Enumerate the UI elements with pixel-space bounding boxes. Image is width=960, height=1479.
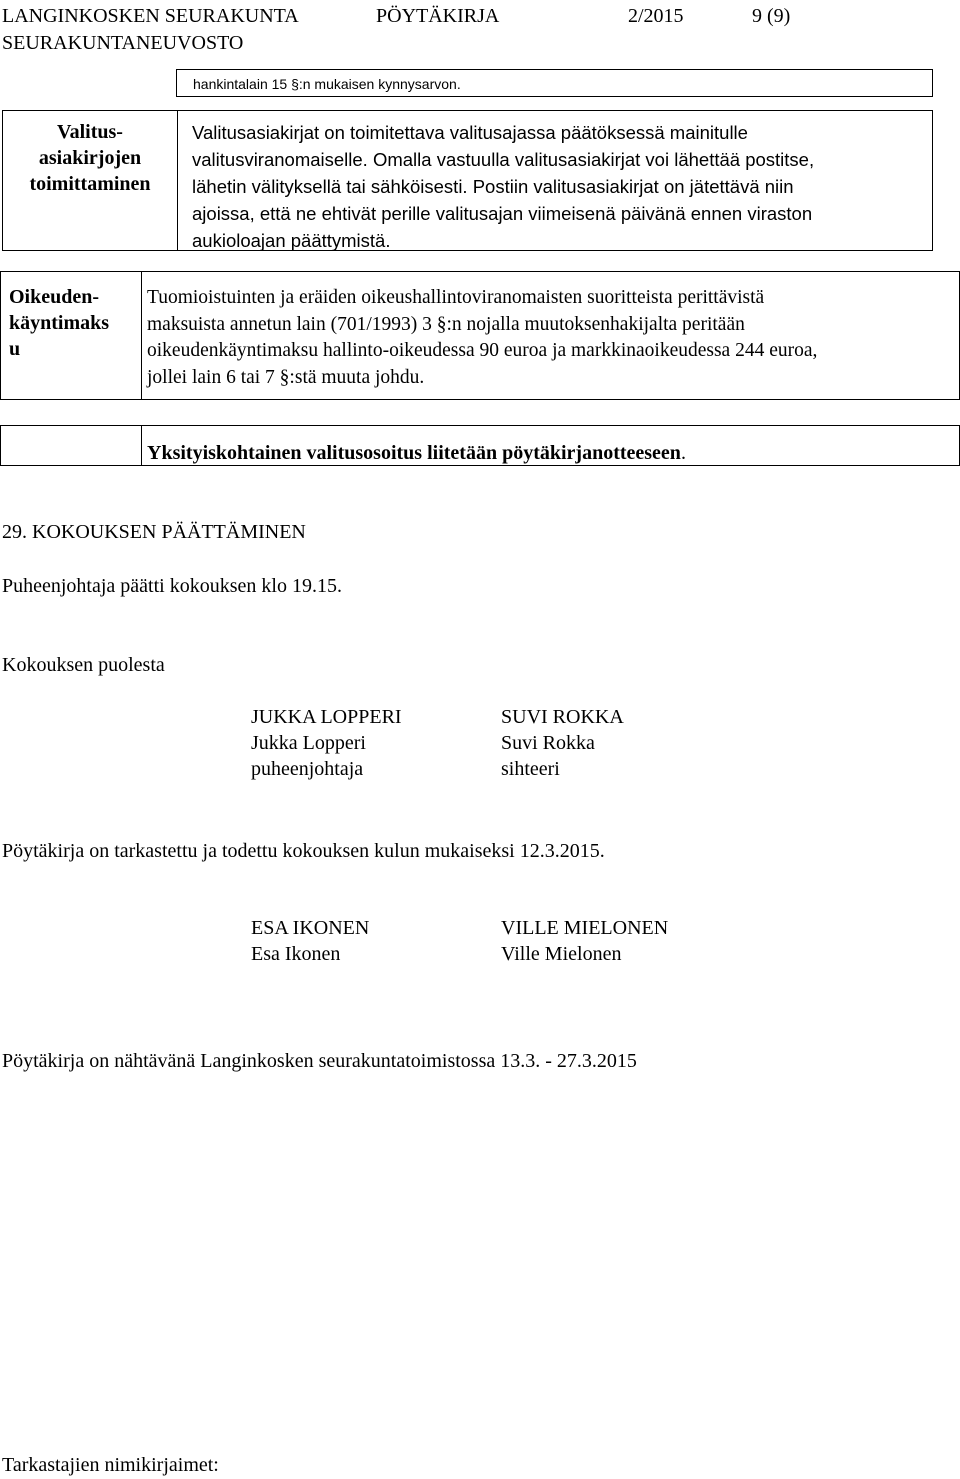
- signer-role: sihteeri: [501, 758, 560, 780]
- checker-block-1: [251, 915, 369, 967]
- signer-name: Suvi Rokka: [501, 732, 595, 754]
- oikeudenkaynti-label-line: Oikeuden-: [9, 286, 100, 308]
- signature-block-chair: [251, 704, 402, 782]
- oikeudenkaynti-label-line: käyntimaks: [9, 312, 110, 334]
- oikeudenkaynti-text: [147, 285, 817, 391]
- valitus-label-line: asiakirjojen: [38, 147, 142, 169]
- display-text: Pöytäkirja on nähtävänä Langinkosken seurakuntatoimistossa 13.3. - 27.3.2015: [2, 1050, 637, 1072]
- oikeudenkaynti-label: [9, 284, 109, 362]
- oikeudenkaynti-section: [0, 271, 960, 400]
- signer-caps: SUVI ROKKA: [501, 706, 624, 728]
- checker-name: Ville Mielonen: [501, 943, 622, 965]
- oikeudenkaynti-text-line: jollei lain 6 tai 7 §:stä muuta johdu.: [147, 366, 425, 388]
- valitus-text-line: lähetin välityksellä tai sähköisesti. Postiin valitusasiakirjat on jätettävä niin: [192, 176, 794, 197]
- valitus-text-line: aukioloajan päättymistä.: [192, 230, 391, 251]
- document-number: 2/2015: [628, 5, 684, 27]
- valitus-label: [3, 119, 177, 197]
- hankinta-note-box: [176, 69, 933, 97]
- checker-caps: ESA IKONEN: [251, 917, 370, 939]
- body-name: SEURAKUNTANEUVOSTO: [2, 32, 244, 54]
- detail-note-period: .: [680, 442, 686, 464]
- hankinta-note: hankintalain 15 §:n mukaisen kynnysarvon.: [193, 76, 461, 92]
- signer-name: Jukka Lopperi: [251, 732, 366, 754]
- valitus-label-line: toimittaminen: [29, 173, 151, 195]
- detail-note: [147, 440, 686, 466]
- signature-block-secretary: [501, 704, 624, 782]
- signer-caps: JUKKA LOPPERI: [251, 706, 402, 728]
- valitus-text: [192, 119, 814, 254]
- valitus-label-line: Valitus-: [57, 121, 123, 143]
- signer-role: puheenjohtaja: [251, 758, 364, 780]
- valitus-text-line: ajoissa, että ne ehtivät perille valitusajan viimeisenä päivänä ennen viraston: [192, 203, 813, 224]
- oikeudenkaynti-text-line: maksuista annetun lain (701/1993) 3 §:n nojalla muutoksenhakijalta peritään: [147, 313, 745, 335]
- checker-block-2: [501, 915, 668, 967]
- detail-note-left-cell: [1, 426, 142, 465]
- closing-text: Puheenjohtaja päätti kokouksen klo 19.15.: [2, 575, 342, 597]
- oikeudenkaynti-label-line: u: [9, 338, 21, 360]
- checker-caps: VILLE MIELONEN: [501, 917, 669, 939]
- valitus-text-line: valitusviranomaiselle. Omalla vastuulla valitusasiakirjat voi lähettää postitse,: [192, 149, 815, 170]
- checker-name: Esa Ikonen: [251, 943, 341, 965]
- on-behalf-label: Kokouksen puolesta: [2, 654, 165, 676]
- document-type: PÖYTÄKIRJA: [376, 5, 500, 27]
- detail-note-text: Yksityiskohtainen valitusosoitus liitetään pöytäkirjanotteeseen: [147, 442, 681, 464]
- valitus-text-line: Valitusasiakirjat on toimitettava valitusajassa päätöksessä mainitulle: [192, 122, 748, 143]
- checked-text: Pöytäkirja on tarkastettu ja todettu kokouksen kulun mukaiseksi 12.3.2015.: [2, 840, 605, 862]
- section-title: 29. KOKOUKSEN PÄÄTTÄMINEN: [2, 521, 306, 543]
- initials-label: Tarkastajien nimikirjaimet:: [2, 1454, 219, 1476]
- org-name: LANGINKOSKEN SEURAKUNTA: [2, 5, 299, 27]
- oikeudenkaynti-text-line: Tuomioistuinten ja eräiden oikeushallintoviranomaisten suoritteista perittävistä: [147, 287, 765, 308]
- valitus-section: [2, 110, 933, 251]
- detail-note-box: [0, 425, 960, 466]
- page-number: 9 (9): [752, 5, 791, 27]
- oikeudenkaynti-text-line: oikeudenkäyntimaksu hallinto-oikeudessa 90 euroa ja markkinaoikeudessa 244 euroa,: [147, 340, 818, 361]
